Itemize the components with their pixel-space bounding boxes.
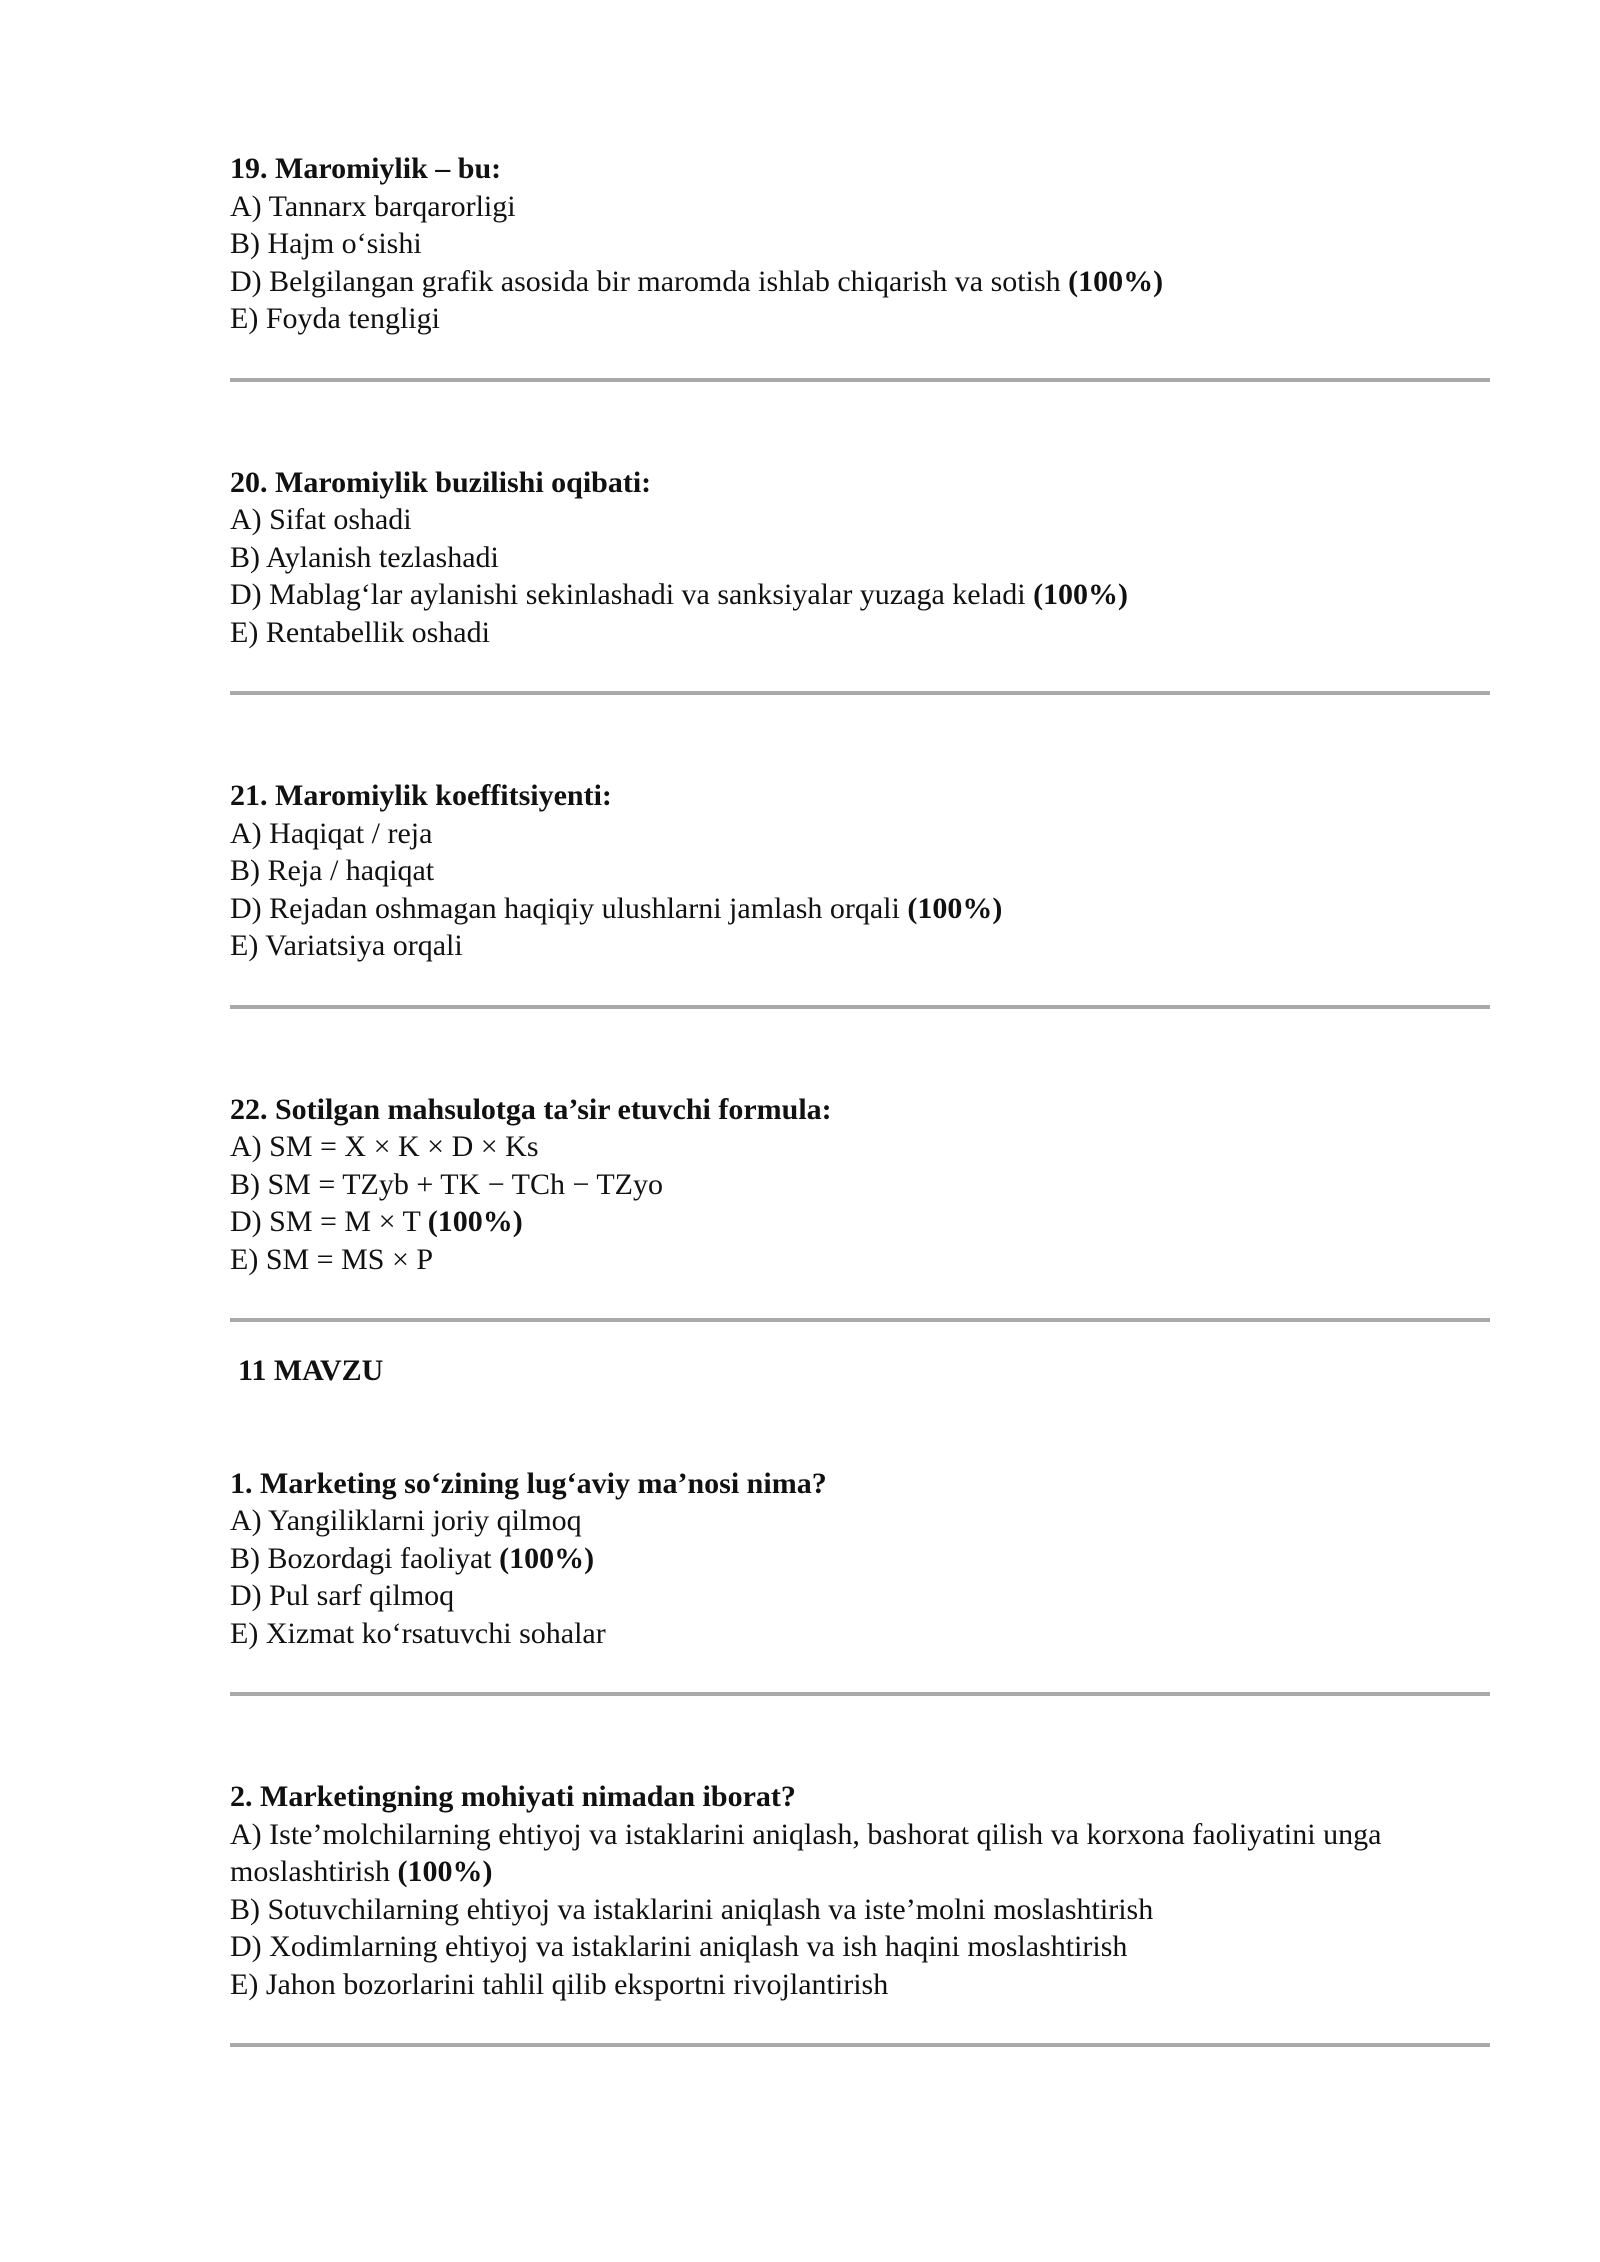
answer-option-text: D) Pul sarf qilmoq (230, 1579, 455, 1612)
answer-option-text: B) SM = TZyb + TK − TCh − TZyo (230, 1167, 663, 1201)
answer-option-text: A) Iste’molchilarning ehtiyoj va istaklarini aniqlash, bashorat qilish va korxona faoliyatini unga moslashtirish (230, 1817, 1382, 1888)
answer-option-text: A) Haqiqat / reja (230, 816, 433, 850)
answer-option-text: B) Hajm o‘sishi (230, 227, 422, 260)
answer-option-text: D) SM = M × T (230, 1205, 421, 1238)
question-title: 20. Maromiylik buzilishi oqibati: (230, 465, 652, 499)
answer-option-text: D) Rejadan oshmagan haqiqiy ulushlarni jamlash orqali (230, 891, 900, 925)
answer-option-text: D) Belgilangan grafik asosida bir maromda ishlab chiqarish va sotish (230, 264, 1061, 298)
correct-answer-mark: (100%) (397, 1855, 493, 1888)
answer-option-text: B) Bozordagi faoliyat (230, 1541, 492, 1575)
answer-option-text: E) SM = MS × P (230, 1242, 434, 1276)
answer-option (230, 852, 1490, 890)
correct-answer-mark: (100%) (1068, 264, 1164, 298)
question-block (230, 1465, 1490, 1779)
divider-line (230, 2043, 1490, 2047)
answer-option (230, 1928, 1490, 1966)
answer-option (230, 1241, 1490, 1279)
section-title: 11 MAVZU (238, 1354, 384, 1387)
answer-option-text: B) Aylanish tezlashadi (230, 540, 499, 574)
document-page (230, 150, 1490, 2047)
question-group-b (230, 1465, 1490, 2048)
answer-option-text: A) SM = X × K × D × Ks (230, 1130, 539, 1163)
answer-option (230, 188, 1490, 226)
answer-option (230, 263, 1490, 301)
answer-option-text: E) Foyda tengligi (230, 302, 440, 335)
answer-option (230, 1891, 1490, 1929)
answer-option-text: A) Tannarx barqarorligi (230, 189, 516, 223)
answer-option-text: D) Mablag‘lar aylanishi sekinlashadi va sanksiyalar yuzaga keladi (230, 578, 1026, 611)
question-title: 1. Marketing so‘zining lug‘aviy ma’nosi nima? (230, 1466, 827, 1500)
answer-option (230, 1166, 1490, 1204)
answer-option (230, 576, 1490, 614)
answer-option (230, 614, 1490, 652)
answer-option (230, 1540, 1490, 1578)
answer-option-text: E) Variatsiya orqali (230, 929, 463, 962)
answer-option (230, 815, 1490, 853)
correct-answer-mark: (100%) (499, 1541, 595, 1575)
question-title: 21. Maromiylik koeffitsiyenti: (230, 779, 612, 812)
question-title: 2. Marketingning mohiyati nimadan iborat? (230, 1780, 796, 1813)
answer-option-text: E) Rentabellik oshadi (230, 615, 490, 649)
correct-answer-mark: (100%) (1033, 578, 1129, 611)
answer-option (230, 539, 1490, 577)
answer-option (230, 1203, 1490, 1241)
answer-option (230, 225, 1490, 263)
question-title: 22. Sotilgan mahsulotga ta’sir etuvchi formula: (230, 1092, 832, 1126)
correct-answer-mark: (100%) (907, 891, 1003, 925)
answer-option (230, 300, 1490, 338)
answer-option (230, 1128, 1490, 1166)
answer-option (230, 1615, 1490, 1653)
answer-option (230, 890, 1490, 928)
answer-option-text: A) Sifat oshadi (230, 503, 412, 536)
question-group-a (230, 150, 1490, 1322)
question-block (230, 1091, 1490, 1323)
answer-option-text: A) Yangiliklarni joriy qilmoq (230, 1504, 582, 1537)
answer-option-text: B) Sotuvchilarning ehtiyoj va istaklarini aniqlash va iste’molni moslashtirish (230, 1892, 1154, 1926)
answer-option (230, 501, 1490, 539)
question-title: 19. Maromiylik – bu: (230, 152, 502, 185)
answer-option (230, 1577, 1490, 1615)
answer-option (230, 1816, 1490, 1891)
answer-option-text: D) Xodimlarning ehtiyoj va istaklarini aniqlash va ish haqini moslashtirish (230, 1930, 1128, 1963)
answer-option-text: E) Jahon bozorlarini tahlil qilib eksportni rivojlantirish (230, 1967, 889, 2001)
correct-answer-mark: (100%) (427, 1205, 523, 1238)
answer-option (230, 1502, 1490, 1540)
question-block (230, 1778, 1490, 2047)
answer-option-text: E) Xizmat ko‘rsatuvchi sohalar (230, 1616, 606, 1650)
question-block (230, 150, 1490, 464)
answer-option (230, 927, 1490, 965)
question-block (230, 464, 1490, 778)
answer-option-text: B) Reja / haqiqat (230, 854, 435, 887)
question-block (230, 777, 1490, 1091)
answer-option (230, 1966, 1490, 2004)
